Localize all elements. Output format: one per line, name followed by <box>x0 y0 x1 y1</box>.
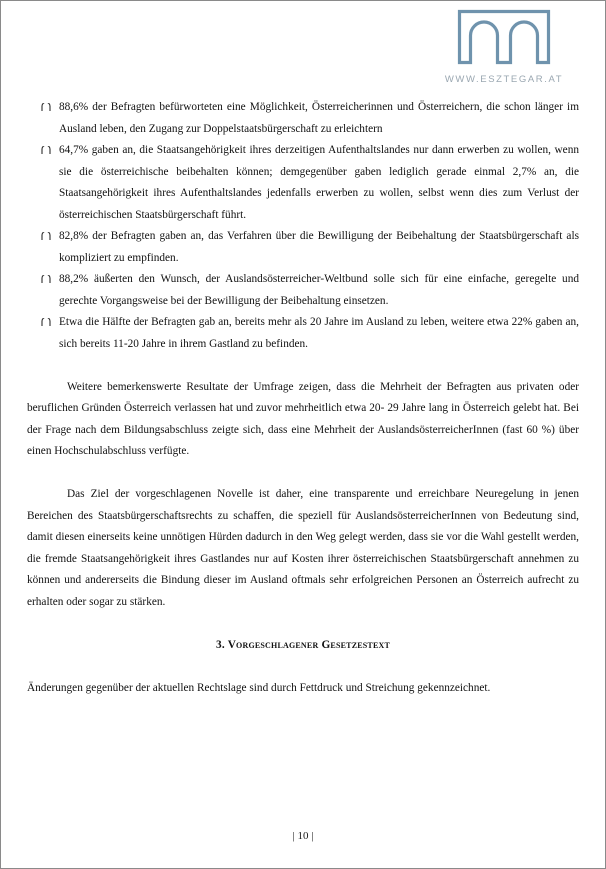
list-item-text: 88,2% äußerten den Wunsch, der Auslandsösterreicher-Weltbund solle sich für eine einfache, geregelte und gerechte Vorgangsweise bei der Bewilligung der Beibehaltung einsetzen. <box>59 273 579 307</box>
paragraph-survey-summary: Weitere bemerkenswerte Resultate der Umfrage zeigen, dass die Mehrheit der Befragten aus privaten oder beruflichen Gründen Österreich verlassen hat und zuvor mehrheitlich etwa 20- 29 Jahre lang in Österreich gelebt hat. Bei der Frage nach dem Bildungsabschluss zeigte sich, dass eine Mehrheit der AuslandsösterreicherInnen (fast 60 %) über einen Hochschulabschluss verfügte. <box>27 380 579 457</box>
spacer <box>27 355 579 377</box>
logo-url-text: WWW.ESZTEGAR.AT <box>444 74 564 85</box>
arch-bullet-icon <box>41 312 52 334</box>
list-item <box>27 269 579 312</box>
arch-bullet-icon <box>41 97 52 119</box>
list-item <box>27 140 579 226</box>
page-number-footer: | 10 | <box>292 830 314 842</box>
list-item-text: 88,6% der Befragten befürworteten eine Möglichkeit, Österreicherinnen und Österreichern, die schon länger im Ausland leben, den Zugang zur Doppelstaatsbürgerschaft zu erleichtern <box>59 101 579 135</box>
document-body <box>27 97 579 699</box>
arch-bullet-icon <box>41 269 52 291</box>
section-heading-proposed-law-text: 3. Vorgeschlagener Gesetzestext <box>216 638 390 651</box>
arch-bullet-icon <box>41 226 52 248</box>
brand-logo <box>429 9 579 85</box>
list-item-text: 64,7% gaben an, die Staatsangehörigkeit ihres derzeitigen Aufenthaltslandes nur dann erwerben zu wollen, wenn sie die österreichische beibehalten können; demgegenüber gaben lediglich gerade einmal 2,7% an, die Staatsangehörigkeit ihres Aufenthaltslandes jedenfalls erwerben zu wollen, selbst wenn dies zum Verlust der österreichischen Staatsbürgerschaft führt. <box>59 144 579 221</box>
paragraph-amendment-goal: Das Ziel der vorgeschlagenen Novelle ist daher, eine transparente und erreichbare Neuregelung in jenen Bereichen des Staatsbürgerschaftsrechts zu schaffen, die speziell für AuslandsösterreicherInnen von Bedeutung sind, damit diesen einerseits keine unnötigen Hürden dadurch in den Weg gelegt werden, dass sie vor die Wahl gestellt werden, die fremde Staatsangehörigkeit ihres Gastlandes nur auf Kosten ihrer österreichischen Staatsbürgerschaft annehmen zu können und andererseits die Bindung dieser im Ausland oftmals sehr erfolgreichen Personen an Österreich aufrecht zu erhalten oder sogar zu stärken. <box>27 488 579 608</box>
esztegar-arch-logo-icon <box>457 9 551 70</box>
survey-results-list <box>27 97 579 355</box>
list-item <box>27 226 579 269</box>
spacer <box>27 463 579 485</box>
list-item <box>27 312 579 355</box>
spacer <box>27 613 579 635</box>
list-item-text: Etwa die Hälfte der Befragten gab an, bereits mehr als 20 Jahre im Ausland zu leben, weitere etwa 22% gaben an, sich bereits 11-20 Jahre in ihrem Gastland zu befinden. <box>59 316 579 350</box>
page-header <box>27 1 579 97</box>
page-content-area <box>1 1 605 868</box>
list-item-text: 82,8% der Befragten gaben an, das Verfahren über die Bewilligung der Beibehaltung der Staatsbürgerschaft als kompliziert zu empfinden. <box>59 230 579 264</box>
spacer <box>27 656 579 678</box>
arch-bullet-icon <box>41 140 52 162</box>
paragraph-markup-legend: Änderungen gegenüber der aktuellen Rechtslage sind durch Fettdruck und Streichung gekennzeichnet. <box>27 681 491 694</box>
list-item <box>27 97 579 140</box>
